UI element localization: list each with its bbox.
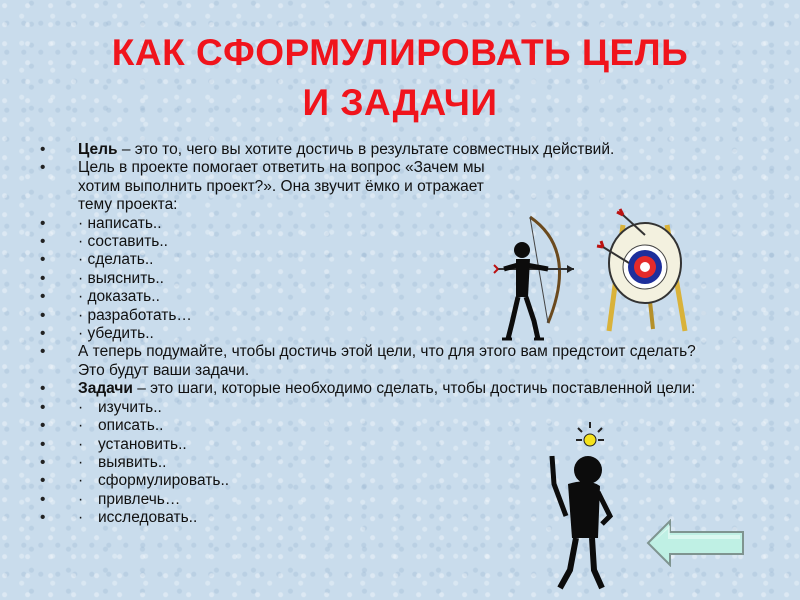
- tasks-term: Задачи: [78, 380, 133, 398]
- goal-verb-item: • · разработать…: [40, 307, 740, 325]
- task-marker: ·: [78, 490, 84, 508]
- task-marker: ·: [78, 435, 84, 453]
- goal-question: • Цель в проекте помогает ответить на вопрос «Зачем мы хотим выполнить проект?». Она звучит ёмко и отражает тему проекта:: [40, 159, 518, 214]
- task-verb-label: исследовать..: [98, 509, 198, 527]
- goal-verb-item: • · доказать..: [40, 288, 740, 306]
- task-marker: ·: [78, 417, 84, 435]
- task-verb-item: [40, 436, 740, 454]
- tasks-definition: [40, 380, 718, 398]
- task-verb-label: выявить..: [98, 453, 167, 471]
- task-marker: ·: [78, 472, 84, 490]
- task-verb-item: [40, 472, 740, 490]
- task-verb-item: [40, 454, 740, 472]
- goal-verb-item: • · составить..: [40, 233, 740, 251]
- idea-figure-icon: [540, 420, 620, 592]
- task-verb-label: сформулировать..: [98, 472, 230, 490]
- task-verb-item: [40, 509, 740, 527]
- archer-icon: [490, 205, 580, 343]
- goal-verb-item: • · выяснить..: [40, 270, 740, 288]
- title-line-2: И ЗАДАЧИ: [302, 82, 498, 123]
- title-line-1: КАК СФОРМУЛИРОВАТЬ ЦЕЛЬ: [111, 32, 689, 73]
- task-verb-label: описать..: [98, 417, 164, 435]
- goal-verb-item: • · написать..: [40, 215, 740, 233]
- slide-title: [0, 28, 800, 128]
- back-arrow-icon[interactable]: [646, 519, 746, 567]
- task-verb-item: [40, 491, 740, 509]
- goal-verb-item: • · сделать..: [40, 251, 740, 269]
- task-marker: ·: [78, 453, 84, 471]
- goal-term: Цель: [78, 141, 118, 158]
- goal-definition: [40, 141, 740, 159]
- task-verb-label: привлечь…: [98, 490, 181, 508]
- goal-verb-item: • · убедить..: [40, 325, 740, 343]
- target-icon: [595, 205, 695, 335]
- task-verb-item: [40, 399, 740, 417]
- task-verb-label: изучить..: [98, 398, 162, 416]
- reflection-text: • А теперь подумайте, чтобы достичь этой цели, что для этого вам предстоит сделать? Это будут ваши задачи.: [40, 343, 718, 380]
- tasks-definition-text: – это шаги, которые необходимо сделать, чтобы достичь поставленной цели:: [132, 380, 696, 398]
- goal-definition-text: – это то, чего вы хотите достичь в результате совместных действий.: [117, 141, 615, 158]
- task-verb-label: установить..: [98, 435, 187, 453]
- task-marker: ·: [78, 398, 84, 416]
- task-verb-item: [40, 417, 740, 435]
- task-marker: ·: [78, 509, 84, 527]
